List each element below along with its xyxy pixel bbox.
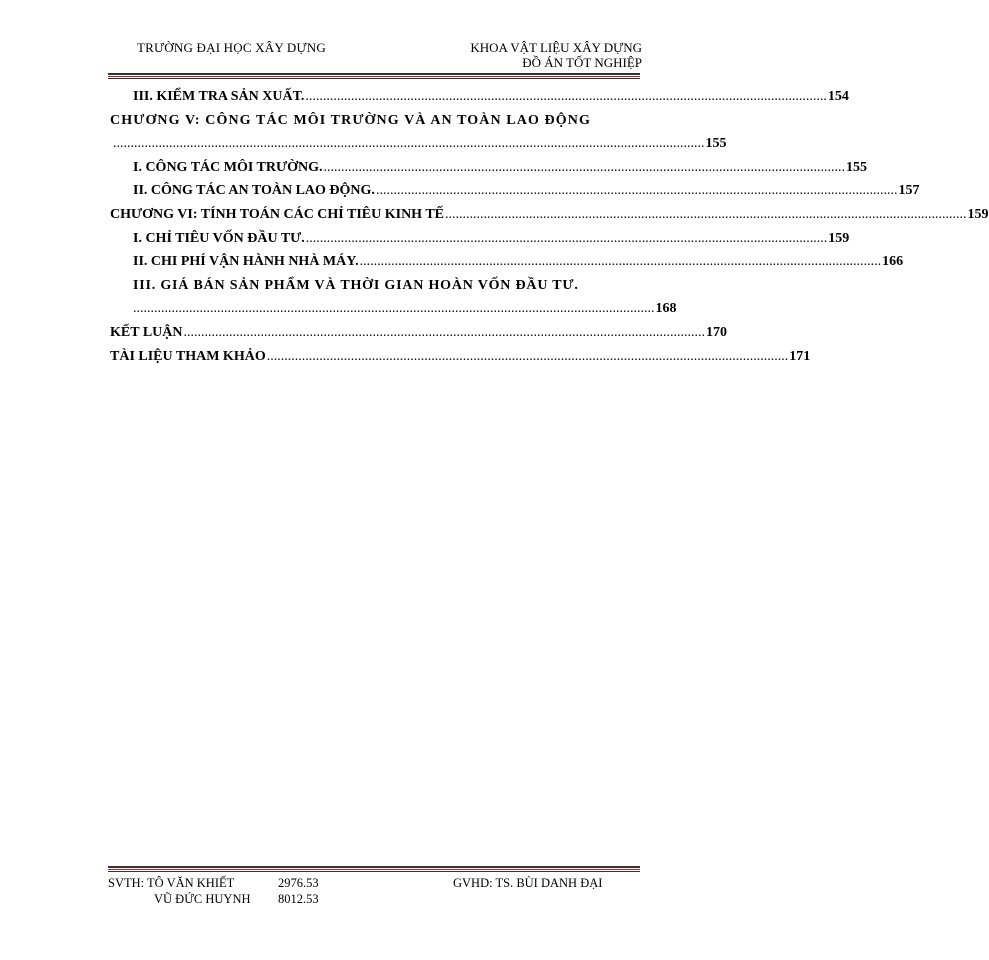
toc-leader: ..................................................................................................................................................... — [266, 348, 789, 364]
toc-entry-continuation — [110, 301, 677, 325]
toc-entry — [110, 230, 850, 255]
toc-entry — [110, 278, 638, 302]
toc-leader: ..................................................................................................................................................... — [323, 159, 846, 175]
toc-title: II. CÔNG TÁC AN TOÀN LAO ĐỘNG. — [133, 183, 375, 199]
toc-entry — [110, 183, 920, 207]
toc-page: 168 — [655, 301, 677, 317]
toc-leader: ......................................................................................................................................................................... — [113, 136, 705, 152]
header-faculty: KHOA VẬT LIỆU XÂY DỰNG — [470, 40, 642, 55]
toc-page: 170 — [705, 324, 727, 340]
toc-title: III. KIỂM TRA SẢN XUẤT. — [133, 89, 305, 104]
header-faculty-block — [470, 40, 642, 70]
toc-entry — [110, 159, 868, 184]
header-project: ĐỒ ÁN TỐT NGHIỆP — [522, 55, 642, 70]
toc-title: III. GIÁ BÁN SẢN PHẨM VÀ THỜI GIAN HOÀN VỐN ĐẦU TƯ. — [133, 277, 579, 293]
toc-title: II. CHI PHÍ VẬN HÀNH NHÀ MÁY. — [133, 254, 359, 270]
header-university: TRƯỜNG ĐẠI HỌC XÂY DỰNG — [137, 40, 326, 55]
toc-entry — [110, 324, 727, 349]
table-of-contents — [110, 89, 989, 372]
toc-title: I. CHỈ TIÊU VỐN ĐẦU TƯ. — [133, 230, 305, 246]
toc-leader: ..................................................................................................................................................... — [305, 89, 827, 104]
footer-student-2-id: 8012.53 — [278, 892, 319, 906]
toc-entry — [110, 254, 904, 278]
footer-student-1-id: 2976.53 — [278, 876, 319, 890]
toc-entry — [110, 348, 811, 373]
toc-leader: ..................................................................................................................................................... — [359, 254, 882, 270]
footer-rule — [108, 866, 640, 872]
toc-title: I. CÔNG TÁC MÔI TRƯỜNG. — [133, 159, 323, 175]
toc-entry — [110, 113, 638, 137]
toc-title: TÀI LIỆU THAM KHẢO — [110, 348, 266, 364]
toc-page: 157 — [898, 183, 920, 199]
toc-leader: ..................................................................................................................................................... — [375, 183, 898, 199]
toc-title: KẾT LUẬN — [110, 324, 183, 340]
toc-page: 154 — [827, 89, 849, 104]
footer-student-1: SVTH: TÔ VĂN KHIẾT — [108, 876, 235, 890]
header-rule — [108, 73, 640, 79]
toc-leader: ..................................................................................................................................................... — [305, 230, 828, 246]
toc-entry-continuation — [110, 136, 727, 160]
toc-page: 159 — [967, 206, 989, 222]
toc-entry — [110, 89, 849, 113]
toc-page: 155 — [705, 136, 727, 152]
toc-page: 166 — [882, 254, 904, 270]
toc-leader: ..................................................................................................................................................... — [183, 324, 705, 340]
footer-student-2: VŨ ĐỨC HUYNH — [154, 892, 251, 906]
footer — [108, 876, 640, 908]
toc-title: CHƯƠNG V: CÔNG TÁC MÔI TRƯỜNG VÀ AN TOÀN LAO ĐỘNG — [110, 112, 591, 128]
toc-entry — [110, 206, 989, 231]
toc-title: CHƯƠNG VI: TÍNH TOÁN CÁC CHỈ TIÊU KINH TẾ — [110, 206, 444, 222]
toc-page: 155 — [846, 159, 868, 175]
toc-page: 159 — [828, 230, 850, 246]
footer-advisor: GVHD: TS. BÙI DANH ĐẠI — [453, 876, 603, 890]
toc-leader: ..................................................................................................................................................... — [133, 301, 655, 317]
toc-leader: ..................................................................................................................................................... — [445, 206, 967, 222]
toc-page: 171 — [789, 348, 811, 364]
